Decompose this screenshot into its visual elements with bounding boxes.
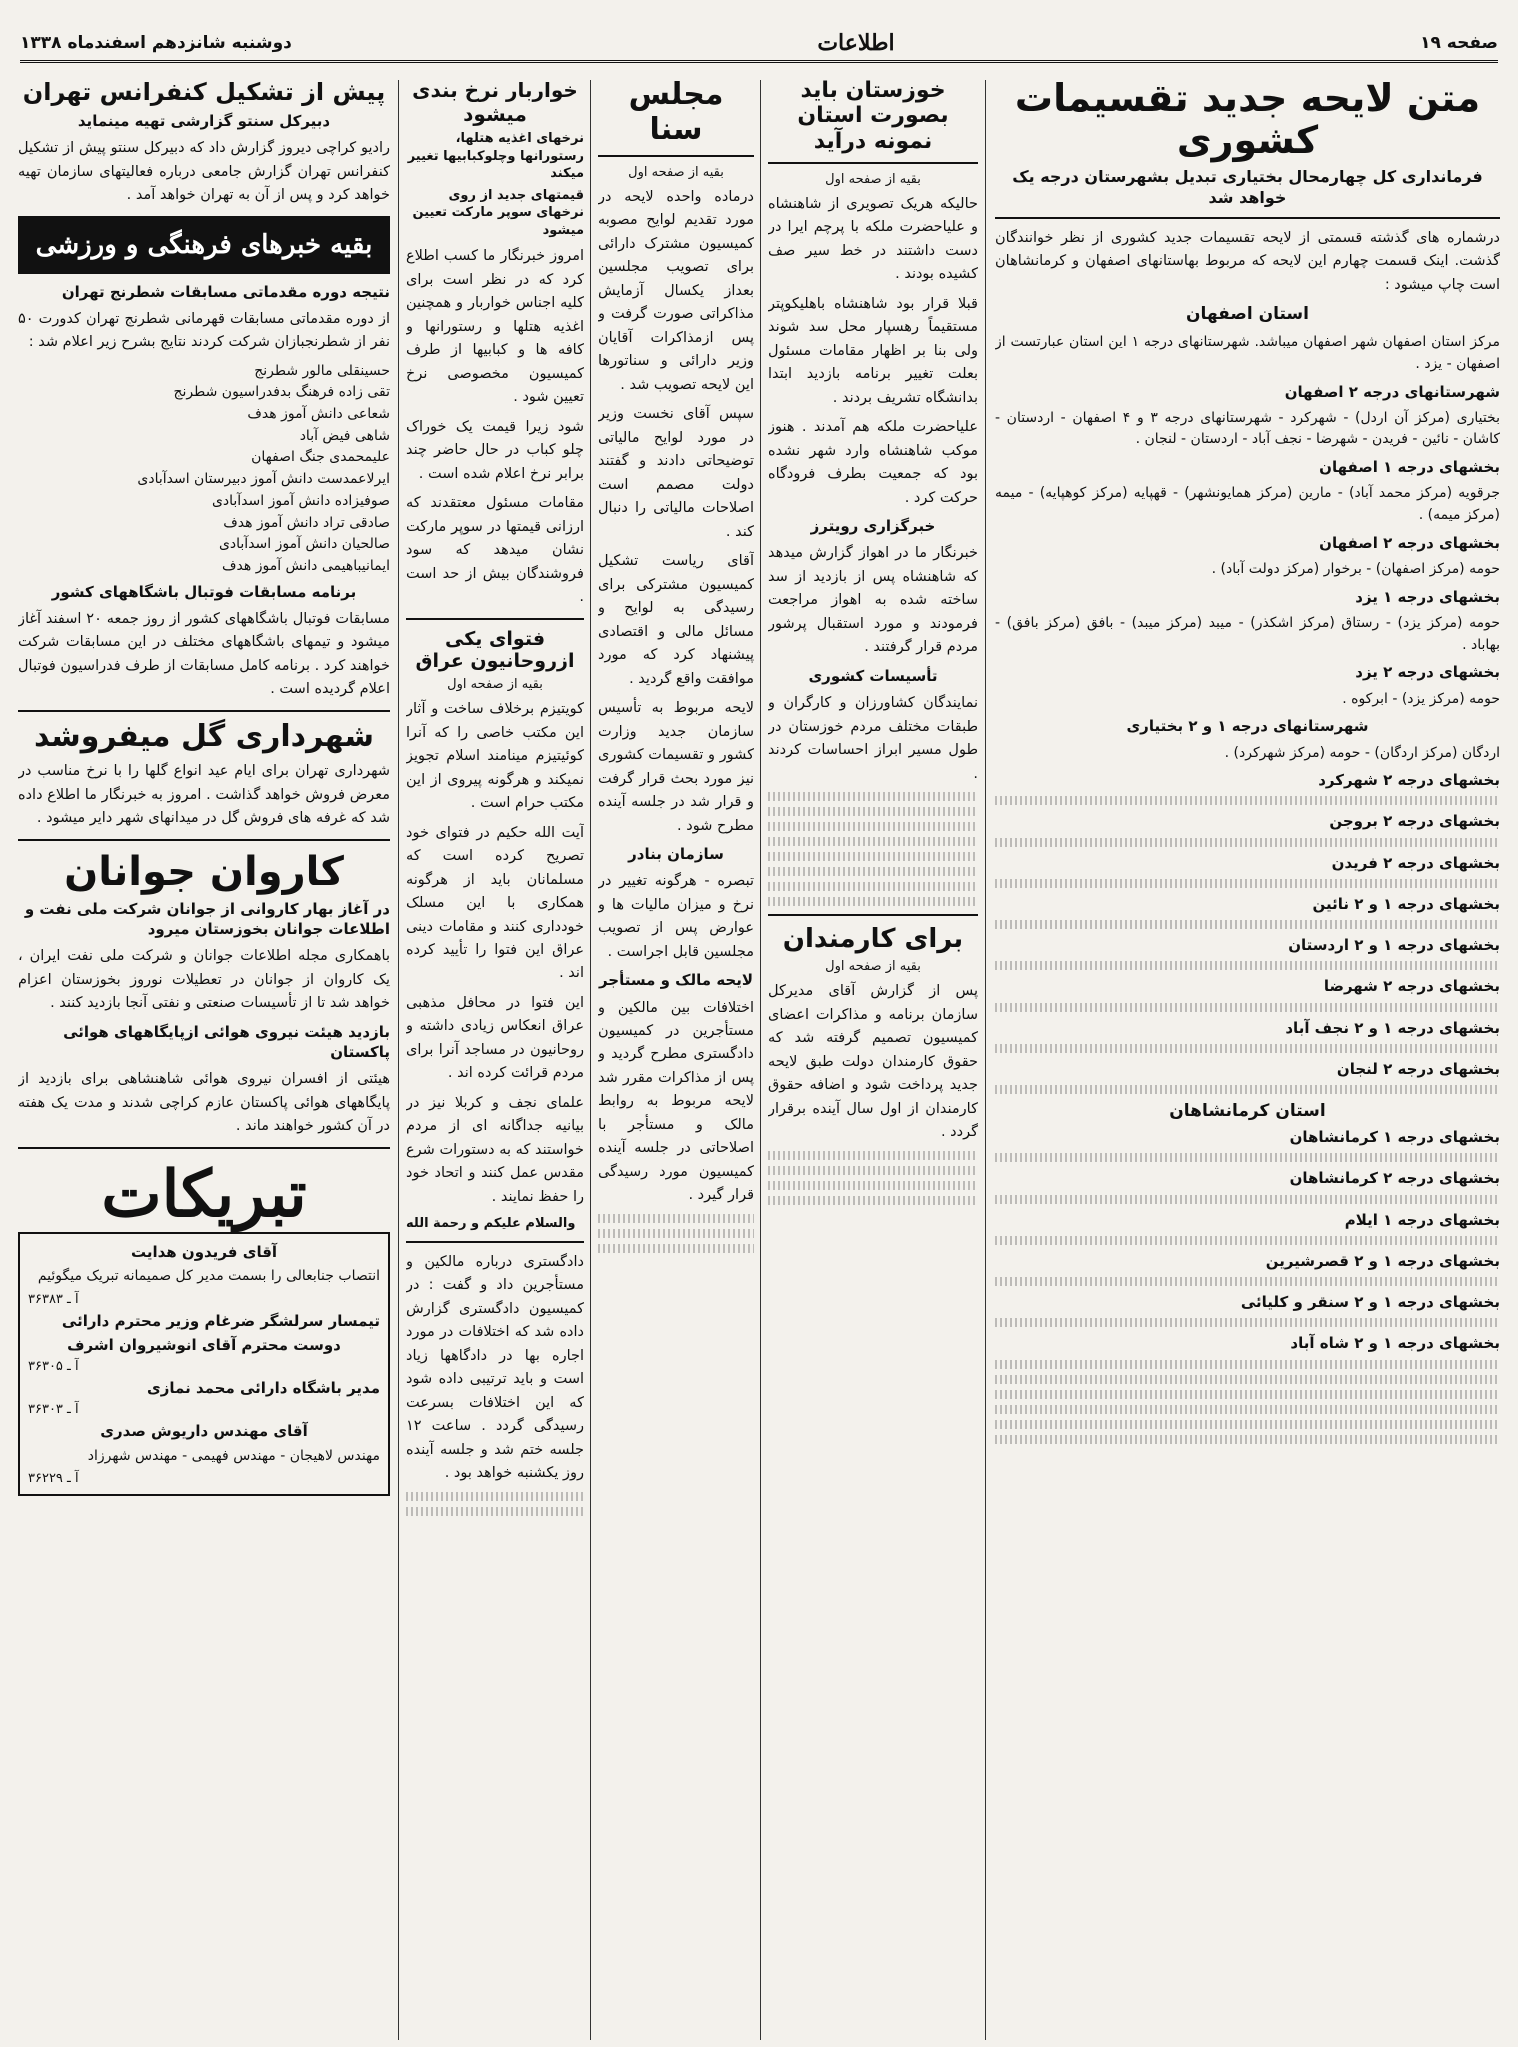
player-entry: صوفیزاده دانش آموز اسدآبادی bbox=[211, 492, 390, 509]
text-line bbox=[768, 822, 978, 831]
body-paragraph: آیت الله حکیم در فتوای خود تصریح کرده است که مسلمانان باید از هرگونه همکاری با این مسلک خودداری کنند و مقامات دینی عراق این فتوا را تأیید کرده اند . bbox=[406, 824, 584, 982]
divider bbox=[406, 618, 584, 620]
list-item: شهرستانهای درجه ۲ اصفهان bbox=[1284, 382, 1500, 401]
body-paragraph: درماده واحده لایحه در مورد تقدیم لوایح مصوبه کمیسیون مشترک دارائی برای تصویب مجلسین بعداز یکسال آزمایش مذاکراتی صورت گرفت و پس ازمذاکرات آقایان وزیر دارائی و سناتورها این لایحه تصویب شد . bbox=[598, 189, 754, 393]
list-item: بخشهای درجه ۱ و ۲ قصرشیرین bbox=[1265, 1251, 1500, 1270]
body-paragraph: آقای ریاست تشکیل کمیسیون مشترکی برای رسیدگی به لوایح و مسائل مالی و اقتصادی پیشنهاد کرد که مورد موافقت واقع گردید . bbox=[598, 553, 754, 687]
body-paragraph: رادیو کراچی دیروز گزارش داد که دبیرکل سنتو پیش از تشکیل کنفرانس تهران گزارش جامعی درباره فعالیتهای سازمان تهیه خواهد کرد و پس از آن به تهران خواهد آمد . bbox=[18, 140, 390, 204]
player-entry: شعاعی دانش آموز هدف bbox=[247, 406, 390, 423]
congrats-item: آقای فریدون هدایت bbox=[130, 1242, 278, 1261]
body-paragraph: مسابقات فوتبال باشگاههای کشور از روز جمعه ۲۰ اسفند آغاز میشود و تیمهای باشگاههای مختلف در این مسابقات شرکت خواهند کرد . برنامه کامل مسابقات از طرف فدراسیون فوتبال اعلام گردیده است . bbox=[18, 610, 390, 698]
headline-tehran-conference: پیش از تشکیل کنفرانس تهران bbox=[22, 78, 386, 106]
subhead-football: برنامه مسابقات فوتبال باشگاههای کشور bbox=[51, 582, 357, 601]
article-administrative-divisions bbox=[995, 78, 1500, 2038]
text-line bbox=[995, 1044, 1500, 1053]
congrats-item: دوست محترم آقای انوشیروان اشرف bbox=[67, 1335, 341, 1354]
text-line bbox=[995, 1318, 1500, 1327]
subhead: تأسیسات کشوری bbox=[808, 666, 938, 685]
text-line bbox=[768, 852, 978, 861]
divider bbox=[18, 710, 390, 712]
lead-divisions: درشماره های گذشته قسمتی از لایحه تقسیمات جدید کشوری از نظر خوانندگان گذشت. اینک قسمت چهارم این لایحه که مربوط بهاستانهای اصفهان و کرمانشاهان است چاپ میشود : bbox=[995, 229, 1500, 293]
list-item: بخشهای درجه ۱ کرمانشاهان bbox=[1289, 1128, 1500, 1147]
page-number: صفحه ۱۹ bbox=[1420, 33, 1498, 53]
paper-name: اطلاعات bbox=[817, 30, 895, 56]
body-paragraph: شود زیرا قیمت یک خوراک چلو کباب در حال حاضر چند برابر نرخ اعلام شده است . bbox=[406, 418, 584, 482]
text-line bbox=[995, 961, 1500, 970]
article-left-column bbox=[18, 78, 390, 2038]
body-paragraph: کویتیزم برخلاف ساخت و آثار این مکتب خاصی را که آنرا کوئیتیزم مینامند اسلام تجویز نمیکند و هرگونه پیروی از این مکتب حرام است . bbox=[406, 701, 584, 812]
body-paragraph: هیئتی از افسران نیروی هوائی شاهنشاهی برای بازدید از پایگاههای هوائی پاکستان عازم کراچی شدند و مدت یک هفته در آن کشور خواهند ماند . bbox=[18, 1071, 390, 1135]
congrats-item: انتصاب جنابعالی را بسمت مدیر کل صمیمانه تبریک میگوئیم bbox=[37, 1267, 380, 1284]
player-entry: صالحیان دانش آموز اسدآبادی bbox=[218, 536, 390, 553]
divider bbox=[995, 217, 1500, 219]
text-line bbox=[995, 1085, 1500, 1094]
list-item: حومه (مرکز یزد) - رستاق (مرکز اشکذر) - میبد (مرکز میبد) - بافق (مرکز بافق) - بهاباد . bbox=[995, 614, 1500, 653]
list-item: بخشهای درجه ۱ و ۲ نائین bbox=[1312, 894, 1500, 913]
list-item: بخشهای درجه ۱ اصفهان bbox=[1319, 458, 1500, 477]
text-line bbox=[768, 837, 978, 846]
player-entry: تقی زاده فرهنگ بدفدراسیون شطرنج bbox=[173, 384, 390, 401]
subhead-cento: دبیرکل سنتو گزارشی تهیه مینماید bbox=[77, 111, 331, 130]
article-food-prices bbox=[406, 78, 584, 2038]
divider bbox=[18, 839, 390, 841]
list-item: حومه (مرکز یزد) - ابرکوه . bbox=[1342, 690, 1500, 707]
ad-code: آ ـ ۳۶۳۰۳ bbox=[28, 1402, 79, 1418]
congratulations-title: تبریکات bbox=[101, 1156, 307, 1232]
text-line bbox=[995, 1360, 1500, 1369]
list-item: جرقویه (مرکز محمد آباد) - مارین (مرکز همایونشهر) - قهپایه (مرکز کوهپایه) - میمه (مرکز میمه) . bbox=[995, 485, 1500, 524]
text-line bbox=[995, 1405, 1500, 1414]
text-line bbox=[768, 1181, 978, 1190]
list-item: بخشهای درجه ۲ شهرکرد bbox=[1318, 771, 1500, 790]
article-khuzestan bbox=[768, 78, 978, 2038]
list-item: بخشهای درجه ۱ و ۲ نجف آباد bbox=[1285, 1018, 1500, 1037]
congrats-item: مدیر باشگاه دارائی محمد نمازی bbox=[147, 1379, 380, 1398]
list-item: بخشهای درجه ۱ و ۲ شاه آباد bbox=[1290, 1334, 1500, 1353]
text-line bbox=[995, 1390, 1500, 1399]
body-paragraph: باهمکاری مجله اطلاعات جوانان و شرکت ملی نفت ایران ، یک کاروان از جوانان در تعطیلات نوروز بخوزستان اعزام خواهد شد تا از تأسیسات صنعتی و نفتی آنجا بازدید کنند . bbox=[18, 948, 390, 1012]
body-paragraph: تبصره - هرگونه تغییر در نرخ و میزان مالیات ها و عوارض پس از تصویب مجلسین قابل اجراست . bbox=[598, 873, 754, 960]
text-line bbox=[768, 1151, 978, 1160]
list-item: بخشهای درجه ۲ بروجن bbox=[1329, 812, 1500, 831]
list-item: بخشهای درجه ۲ یزد bbox=[1355, 663, 1500, 682]
body-paragraph: شهرداری تهران برای ایام عید انواع گلها را با نرخ مناسب در معرض فروش خواهد گذاشت . امروز به خبرنگار ما اطلاع داده شد که غرفه های فروش گل در میدانهای شهر دایر میشود . bbox=[18, 763, 390, 827]
player-entry: صادقی تراد دانش آموز هدف bbox=[223, 514, 390, 531]
text-line bbox=[598, 1244, 754, 1253]
headline-flowers: شهرداری گل میفروشد bbox=[33, 718, 375, 754]
text-line bbox=[995, 796, 1500, 805]
list-item: بخشهای درجه ۲ اصفهان bbox=[1319, 533, 1500, 552]
text-line bbox=[995, 920, 1500, 929]
list-item: اردگان (مرکز اردگان) - حومه (مرکز شهرکرد) . bbox=[1224, 744, 1500, 761]
text-line bbox=[995, 1236, 1500, 1245]
body-paragraph: دادگستری درباره مالکین و مستأجرین داد و گفت : در کمیسیون دادگستری گزارش داده شد که اختلافات در مورد اجاره بها در دادگاهها زیاد است و باید ترتیبی داده شود که این اختلافات بسرعت رسیدگی گردد . ساعت ۱۲ جلسه ختم شد و جلسه آینده روز یکشنبه خواهد بود . bbox=[406, 1253, 584, 1482]
subhead-chess: نتیجه دوره مقدماتی مسابقات شطرنج تهران bbox=[61, 282, 390, 301]
subhead-caravan: در آغاز بهار کاروانی از جوانان شرکت ملی نفت و اطلاعات جوانان بخوزستان میرود bbox=[24, 899, 390, 938]
text-line bbox=[768, 867, 978, 876]
headline-iraq-fatwa: فتوای یکی ازروحانیون عراق bbox=[415, 627, 575, 673]
text-line bbox=[995, 1003, 1500, 1012]
divider bbox=[768, 914, 978, 916]
player-entry: علیمحمدی جنگ اصفهان bbox=[251, 449, 390, 466]
congratulations-box bbox=[18, 1232, 390, 1497]
text-line bbox=[598, 1214, 754, 1223]
text-line bbox=[995, 1435, 1500, 1444]
article-senate bbox=[598, 78, 754, 2038]
divider bbox=[18, 1147, 390, 1149]
body-paragraph: سپس آقای نخست وزیر در مورد لوایح مالیاتی توضیحاتی دادند و گفتند دولت مصمم است اصلاحات مالیاتی را دنبال کند . bbox=[598, 406, 754, 540]
body-paragraph: لایحه مربوط به تأسیس سازمان جدید وزارت کشور و تقسیمات کشوری نیز مورد بحث قرار گرفت و قرار شد در جلسه آینده مطرح شود . bbox=[598, 700, 754, 834]
player-entry: ایمانیباهیمی دانش آموز هدف bbox=[222, 557, 390, 574]
text-line bbox=[995, 838, 1500, 847]
body-paragraph: از دوره مقدماتی مسابقات قهرمانی شطرنج تهران کدورت ۵۰ نفر از شطرنجبازان شرکت کردند نتایج بشرح زیر اعلام شد : bbox=[18, 310, 390, 351]
headline-youth-caravan: کاروان جوانان bbox=[64, 848, 344, 895]
bullet-subhead: نرخهای اغذیه هتلها، رستورانها وچلوکبابیها تغییر میکند bbox=[407, 131, 584, 182]
column-rule bbox=[985, 80, 986, 2040]
list-item: بختیاری (مرکز آن اردل) - شهرکرد - شهرستانهای درجه ۳ و ۴ اصفهان - اردستان - کاشان - نائین - فریدن - شهرضا - نجف آباد - اردستان - لنجان . bbox=[995, 409, 1500, 448]
text-line bbox=[995, 1420, 1500, 1429]
text-line bbox=[768, 792, 978, 801]
subhead-divisions: فرمانداری کل چهارمحال بختیاری تبدیل بشهرستان درجه یک خواهد شد bbox=[1012, 166, 1483, 208]
issue-date: دوشنبه شانزدهم اسفندماه ۱۳۳۸ bbox=[20, 33, 292, 53]
congrats-item: تیمسار سرلشگر ضرغام وزیر محترم دارائی bbox=[61, 1311, 380, 1330]
text-line bbox=[768, 882, 978, 891]
text-line bbox=[406, 1492, 584, 1501]
list-item: بخشهای درجه ۱ ایلام bbox=[1344, 1210, 1500, 1229]
section-title: استان اصفهان bbox=[1186, 304, 1309, 325]
divider bbox=[406, 1241, 584, 1243]
headline-divisions: متن لایحه جدید تقسیمات کشوری bbox=[1014, 78, 1481, 162]
text-line bbox=[768, 1196, 978, 1205]
divider bbox=[768, 162, 978, 164]
list-item: بخشهای درجه ۲ شهرضا bbox=[1323, 977, 1500, 996]
continued-label: بقیه از صفحه اول bbox=[447, 677, 543, 693]
headline-food-prices: خواربار نرخ بندی میشود bbox=[412, 78, 578, 126]
subhead: سازمان بنادر bbox=[628, 845, 724, 864]
congrats-item: مهندس لاهیجان - مهندس فهیمی - مهندس شهرزاد bbox=[87, 1447, 380, 1464]
headline-khuzestan: خوزستان باید بصورت استان نمونه درآید bbox=[797, 78, 949, 154]
body-paragraph: علمای نجف و کربلا نیز در بیانیه جداگانه ای از مردم خواستند که به دستورات شرع مقدس عمل کنند و اتحاد خود را حفظ نمایند . bbox=[406, 1094, 584, 1205]
body-paragraph: مقامات مسئول معتقدند که ارزانی قیمتها در سوپر مارکت نشان میدهد که سود فروشندگان بیش از حد است . bbox=[406, 495, 584, 606]
column-rule bbox=[398, 80, 399, 2040]
text-line bbox=[995, 1153, 1500, 1162]
bullet-subhead: قیمتهای جدید از روی نرخهای سوپر مارکت تعیین میشود bbox=[412, 187, 584, 238]
text-line bbox=[406, 1507, 584, 1516]
continued-label: بقیه از صفحه اول bbox=[628, 165, 724, 180]
body-paragraph: امروز خبرنگار ما کسب اطلاع کرد که در نظر است برای کلیه اجناس خواربار و همچنین اغذیه هتلها و رستورانها و کافه ها و کبابیها از طرف کمیسیون مخصوصی نرخ تعیین شود . bbox=[406, 248, 584, 406]
body-paragraph: نمایندگان کشاورزان و کارگران و طبقات مختلف مردم خوزستان در طول مسیر ابراز احساسات کردند . bbox=[768, 695, 978, 782]
list-item: بخشهای درجه ۱ و ۲ اردستان bbox=[1288, 936, 1500, 955]
ad-code: آ ـ ۳۶۳۸۳ bbox=[28, 1291, 79, 1307]
subhead: لایحه مالک و مستأجر bbox=[598, 971, 754, 990]
list-item: بخشهای درجه ۱ یزد bbox=[1355, 587, 1500, 606]
text-line bbox=[995, 1195, 1500, 1204]
ad-code: آ ـ ۳۶۳۰۵ bbox=[28, 1359, 79, 1375]
column-rule bbox=[760, 80, 761, 2040]
body-paragraph: علیاحضرت ملکه هم آمدند . هنوز موکب شاهنشاه وارد شهر نشده بود که جمعیت بطرف فرودگاه حرکت کرد . bbox=[768, 419, 978, 506]
text-line bbox=[768, 807, 978, 816]
sports-culture-banner: بقیه خبرهای فرهنگی و ورزشی bbox=[18, 216, 390, 274]
text-line bbox=[768, 1166, 978, 1175]
list-item: بخشهای درجه ۲ لنجان bbox=[1336, 1059, 1500, 1078]
text-line bbox=[995, 879, 1500, 888]
list-item: بخشهای درجه ۲ فریدن bbox=[1331, 853, 1500, 872]
player-entry: ایرلاعمدست دانش آموز دبیرستان اسدآبادی bbox=[137, 471, 390, 488]
congrats-item: آقای مهندس داریوش صدری bbox=[100, 1422, 308, 1441]
subhead-pakistan: بازدید هیئت نیروی هوائی ازپایگاههای هوائی پاکستان bbox=[63, 1022, 390, 1061]
list-item: بخشهای درجه ۲ کرمانشاهان bbox=[1289, 1169, 1500, 1188]
text-line bbox=[995, 1375, 1500, 1384]
headline-senate: مجلس سنا bbox=[628, 78, 724, 147]
ad-code: آ ـ ۳۶۲۲۹ bbox=[28, 1471, 79, 1487]
body-paragraph: این فتوا در محافل مذهبی عراق انعکاس زیادی داشته و روحانیون در مساجد آنرا برای مردم قرائت کرده اند . bbox=[406, 994, 584, 1082]
signoff: والسلام علیکم و رحمة الله bbox=[406, 1216, 576, 1232]
body-paragraph: خبرنگار ما در اهواز گزارش میدهد که شاهنشاه پس از بازدید از سد ساخته شده به اهواز مراجعت فرمودند و مورد استقبال پرشور مردم قرار گرفتند . bbox=[768, 545, 978, 656]
text-line bbox=[598, 1229, 754, 1238]
list-item: شهرستانهای درجه ۱ و ۲ بختیاری bbox=[1126, 717, 1369, 736]
body-paragraph: پس از گزارش آقای مدیرکل سازمان برنامه و مذاکرات اعضای کمیسیون تصمیم گرفته شد که حقوق کارمندان دولت طبق لایحه جدید پرداخت شود و اضافه حقوق کارمندان از اول سال آینده برقرار گردد . bbox=[768, 983, 978, 1141]
continued-label: بقیه از صفحه اول bbox=[825, 171, 921, 187]
masthead bbox=[20, 26, 1498, 63]
headline-employees: برای کارمندان bbox=[782, 924, 964, 955]
continued-label: بقیه از صفحه اول bbox=[825, 959, 921, 975]
body-paragraph: قبلا قرار بود شاهنشاه باهلیکوپتر مستقیماً رهسپار محل سد شوند ولی بنا بر اظهار مقامات مسئول بعلت تغییر برنامه بازدید ابتدا بدانشگاه تشریف بردند . bbox=[768, 295, 978, 406]
section-title: استان کرمانشاهان bbox=[1169, 1101, 1326, 1122]
divider bbox=[598, 155, 754, 157]
body-paragraph: حالیکه هریک تصویری از شاهنشاه و علیاحضرت ملکه با پرچم ایرا در دست داشتند در خط سیر صف کشیده بودند . bbox=[768, 195, 978, 283]
subhead: خبرگزاری رویترز bbox=[810, 517, 936, 536]
player-entry: حسینقلی مالور شطرنج bbox=[254, 362, 390, 379]
list-item: مرکز استان اصفهان شهر اصفهان میباشد. شهرستانهای درجه ۱ این استان عبارتست از اصفهان - یزد . bbox=[995, 334, 1500, 372]
text-line bbox=[995, 1277, 1500, 1286]
player-entry: شاهی فیض آباد bbox=[299, 427, 390, 444]
text-line bbox=[768, 897, 978, 906]
list-item: بخشهای درجه ۱ و ۲ سنقر و کلیائی bbox=[1240, 1293, 1500, 1312]
list-item: حومه (مرکز اصفهان) - برخوار (مرکز دولت آباد) . bbox=[1211, 561, 1500, 578]
column-rule bbox=[590, 80, 591, 2040]
body-paragraph: اختلافات بین مالکین و مستأجرین در کمیسیون دادگستری مطرح گردید و پس از مذاکرات مقرر شد لایحه مربوط به روابط مالک و مستأجر با اصلاحاتی در جلسه آینده کمیسیون مورد رسیدگی قرار گیرد . bbox=[598, 999, 754, 1204]
